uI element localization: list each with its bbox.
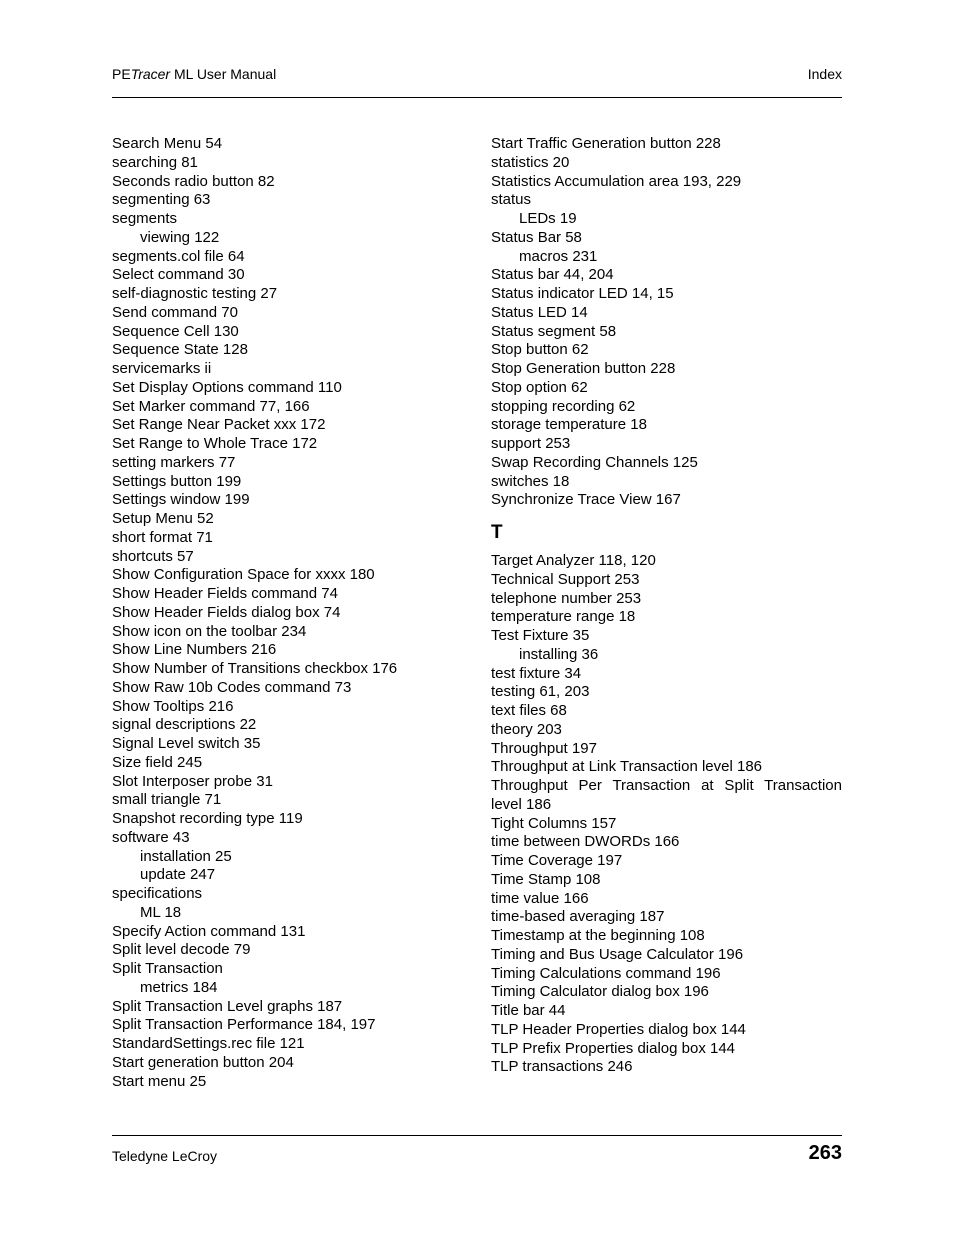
index-column-left	[112, 135, 472, 1091]
index-entry: TLP transactions 246	[491, 1058, 633, 1076]
index-entry: Size field 245	[112, 753, 203, 771]
index-entry: testing 61, 203	[491, 683, 590, 701]
index-subentry: installing 36	[519, 645, 599, 663]
index-entry: software 43	[112, 828, 190, 846]
index-entry: Split level decode 79	[112, 941, 251, 959]
index-entry: time-based averaging 187	[491, 908, 665, 926]
index-entry: Test Fixture 35	[491, 627, 590, 644]
index-subentry: installation 25	[140, 847, 232, 865]
index-entry: time value 166	[491, 889, 589, 907]
index-entry: Technical Support 253	[491, 570, 640, 588]
index-entry: segments.col file 64	[112, 247, 245, 265]
index-entry: Status LED 14	[491, 303, 588, 321]
index-subentry: macros 231	[519, 247, 598, 265]
index-entry: servicemarks ii	[112, 360, 212, 377]
index-entry: Time Coverage 197	[491, 852, 623, 869]
index-subentry: viewing 122	[140, 228, 220, 246]
index-entry: text files 68	[491, 702, 567, 719]
index-subentry: LEDs 19	[519, 210, 577, 227]
index-entry: StandardSettings.rec file 121	[112, 1035, 305, 1052]
section-name: Index	[807, 66, 842, 82]
index-entry: Snapshot recording type 119	[112, 810, 303, 827]
index-entry: Sequence State 128	[112, 341, 248, 359]
index-entry: Settings window 199	[112, 491, 250, 509]
index-entry: self-diagnostic testing 27	[112, 285, 278, 302]
index-entry: Throughput at Link Transaction level 186	[491, 758, 763, 776]
index-entry: segmenting 63	[112, 191, 211, 209]
index-entry: Show Number of Transitions checkbox 176	[112, 660, 398, 677]
index-entry: Status segment 58	[491, 322, 617, 340]
index-entry: Slot Interposer probe 31	[112, 772, 273, 790]
index-entry: Statistics Accumulation area 193, 229	[491, 172, 742, 190]
index-group-t	[491, 552, 842, 1077]
index-subentry: metrics 184	[140, 978, 218, 996]
index-entry: Time Stamp 108	[491, 870, 601, 888]
index-entry: Show Tooltips 216	[112, 697, 234, 715]
index-entry: Split Transaction	[112, 960, 223, 977]
index-entry: setting markers 77	[112, 453, 236, 471]
index-entry: Start Traffic Generation button 228	[491, 135, 721, 152]
index-entry: segments	[112, 210, 178, 227]
index-subentry: ML 18	[140, 903, 182, 921]
index-entry: short format 71	[112, 528, 213, 546]
index-entry: Synchronize Trace View 167	[491, 491, 681, 509]
index-entry: Title bar 44	[491, 1002, 566, 1019]
index-entry: TLP Prefix Properties dialog box 144	[491, 1039, 736, 1057]
index-entry: Signal Level switch 35	[112, 735, 261, 752]
index-entry: Seconds radio button 82	[112, 172, 275, 190]
index-entry: searching 81	[112, 153, 198, 171]
index-entry: Stop option 62	[491, 378, 588, 396]
index-entry: status	[491, 191, 532, 209]
index-entry: Swap Recording Channels 125	[491, 453, 698, 471]
index-entry: Start menu 25	[112, 1072, 207, 1090]
index-entry: Show Line Numbers 216	[112, 641, 277, 659]
index-entry: Show Configuration Space for xxxx 180	[112, 566, 375, 584]
index-entry: shortcuts 57	[112, 547, 194, 565]
index-entry: small triangle 71	[112, 791, 222, 809]
index-entry: stopping recording 62	[491, 397, 636, 415]
index-entry: theory 203	[491, 720, 562, 738]
index-entry: temperature range 18	[491, 608, 636, 626]
index-entry: signal descriptions 22	[112, 716, 257, 734]
index-entry: statistics 20	[491, 153, 570, 171]
index-entry: Settings button 199	[112, 472, 242, 490]
index-entry: Show Header Fields dialog box 74	[112, 603, 341, 621]
page-number: 263	[808, 1142, 842, 1164]
index-entry: TLP Header Properties dialog box 144	[491, 1020, 746, 1038]
index-entry: Start generation button 204	[112, 1053, 294, 1071]
index-entry: support 253	[491, 435, 571, 452]
page-header	[112, 66, 842, 86]
index-entry: Tight Columns 157	[491, 814, 617, 832]
index-entry: Timestamp at the beginning 108	[491, 927, 705, 944]
index-entry: storage temperature 18	[491, 416, 647, 434]
index-entry: Status bar 44, 204	[491, 266, 614, 284]
index-entry: Show Raw 10b Codes command 73	[112, 678, 352, 696]
index-entry: Stop button 62	[491, 341, 589, 359]
index-entry: Timing and Bus Usage Calculator 196	[491, 945, 744, 963]
index-entry: time between DWORDs 166	[491, 833, 680, 851]
index-entry: Select command 30	[112, 266, 245, 284]
index-entry: Status indicator LED 14, 15	[491, 285, 674, 302]
index-entry: switches 18	[491, 472, 570, 490]
index-entry: Show Header Fields command 74	[112, 585, 338, 602]
index-entry: Timing Calculations command 196	[491, 964, 721, 982]
index-entry: Set Display Options command 110	[112, 378, 342, 396]
index-entry: telephone number 253	[491, 589, 642, 607]
index-entry: test fixture 34	[491, 664, 582, 682]
manual-title: PETracer ML User Manual	[112, 66, 277, 82]
index-entry: Search Menu 54	[112, 135, 223, 152]
index-entry: Specify Action command 131	[112, 922, 306, 940]
index-entry: Set Range Near Packet xxx 172	[112, 416, 326, 434]
index-entry: Throughput Per Transaction at Split Transaction level 186	[491, 777, 842, 813]
index-entry: Show icon on the toolbar 234	[112, 622, 307, 640]
index-entry: Split Transaction Performance 184, 197	[112, 1016, 376, 1034]
index-entry: specifications	[112, 885, 203, 902]
index-column-right	[491, 135, 842, 1077]
index-entry: Timing Calculator dialog box 196	[491, 983, 709, 1001]
index-entry: Setup Menu 52	[112, 510, 214, 527]
index-group-s	[491, 135, 842, 510]
index-entry: Stop Generation button 228	[491, 360, 676, 377]
index-entry: Send command 70	[112, 303, 238, 321]
index-entry: Target Analyzer 118, 120	[491, 552, 656, 569]
index-entry: Sequence Cell 130	[112, 322, 239, 340]
header-divider	[112, 97, 842, 98]
index-entry: Set Range to Whole Trace 172	[112, 435, 318, 452]
section-letter-t: T	[491, 522, 503, 543]
footer-divider	[112, 1135, 842, 1136]
index-entry: Status Bar 58	[491, 228, 582, 246]
index-entry: Split Transaction Level graphs 187	[112, 997, 343, 1015]
index-entry: Throughput 197	[491, 739, 597, 757]
index-subentry: update 247	[140, 866, 216, 884]
index-entry: Set Marker command 77, 166	[112, 397, 310, 415]
footer-company: Teledyne LeCroy	[112, 1148, 218, 1164]
